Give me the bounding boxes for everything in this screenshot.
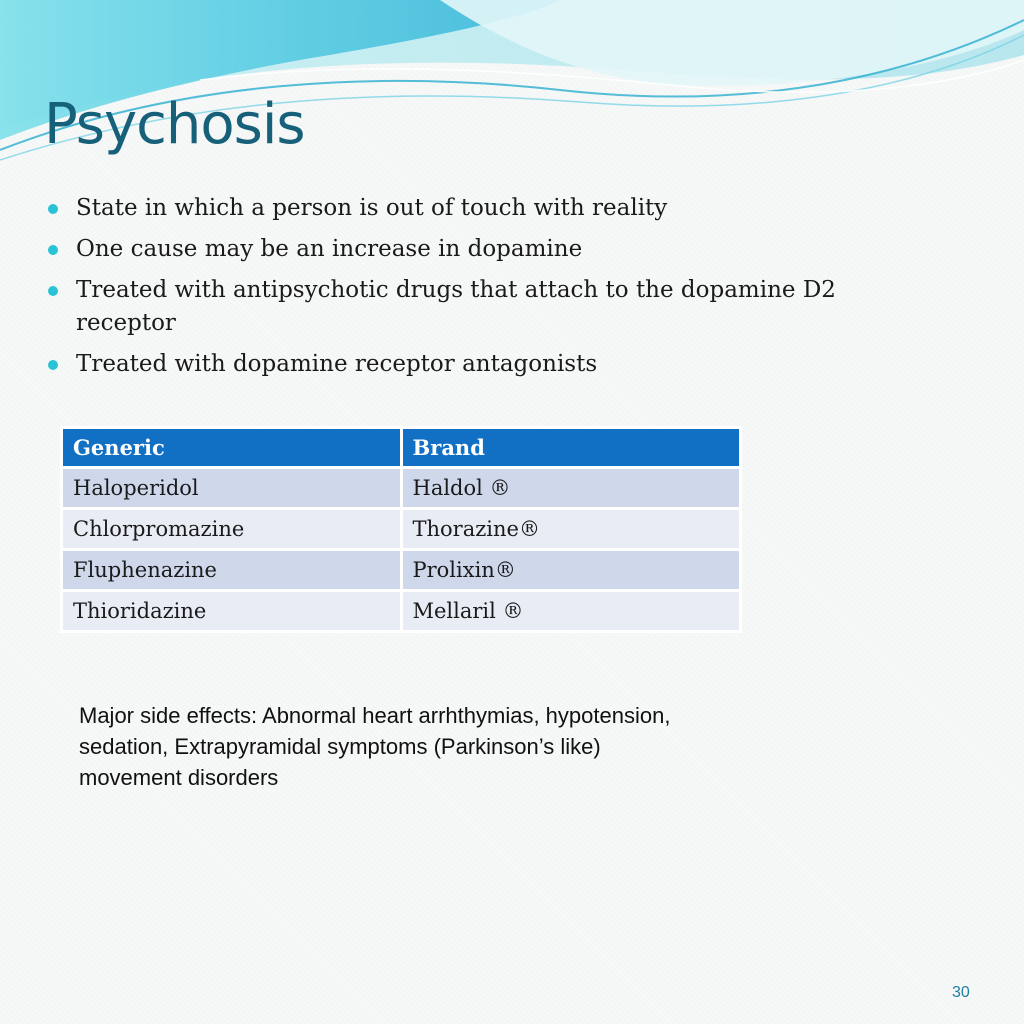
brand-cell: Haldol ® [401, 468, 741, 509]
table-row [62, 550, 741, 591]
bullet-item [46, 192, 906, 225]
table-row [62, 468, 741, 509]
bullet-dot-icon [48, 360, 58, 370]
bullet-text: Treated with dopamine receptor antagonists [76, 351, 598, 377]
generic-cell: Thioridazine [62, 591, 402, 632]
table-row [62, 509, 741, 550]
generic-cell: Chlorpromazine [62, 509, 402, 550]
bullet-item [46, 274, 906, 340]
slide-title: Psychosis [44, 92, 305, 157]
table-header-row [62, 428, 741, 468]
bullet-item [46, 233, 906, 266]
bullet-text: State in which a person is out of touch with reality [76, 195, 668, 221]
bullet-text: One cause may be an increase in dopamine [76, 236, 583, 262]
bullet-dot-icon [48, 204, 58, 214]
page-number: 30 [952, 984, 970, 1001]
column-header-generic: Generic [62, 428, 402, 468]
table-row [62, 591, 741, 632]
brand-cell: Thorazine® [401, 509, 741, 550]
drug-table [60, 426, 742, 633]
bullet-list [46, 192, 906, 389]
bullet-dot-icon [48, 286, 58, 296]
column-header-brand: Brand [401, 428, 741, 468]
side-effects-note: Major side effects: Abnormal heart arrhthymias, hypotension, sedation, Extrapyramidal symptoms (Parkinson’s like) movement disorders [79, 703, 671, 790]
generic-cell: Haloperidol [62, 468, 402, 509]
generic-cell: Fluphenazine [62, 550, 402, 591]
bullet-item [46, 348, 906, 381]
brand-cell: Prolixin® [401, 550, 741, 591]
bullet-dot-icon [48, 245, 58, 255]
brand-cell: Mellaril ® [401, 591, 741, 632]
bullet-text: Treated with antipsychotic drugs that attach to the dopamine D2 receptor [76, 277, 836, 336]
